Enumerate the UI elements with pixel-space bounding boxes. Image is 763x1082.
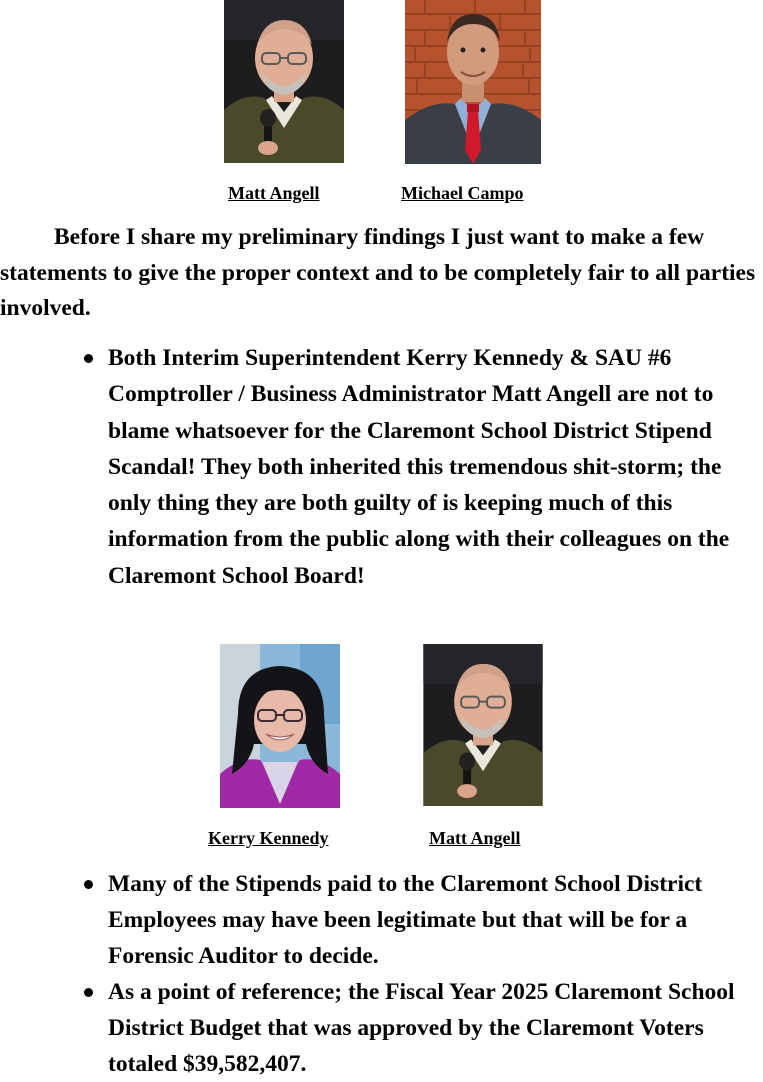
list-item-text: Many of the Stipends paid to the Claremont School District Employees may have been legitimate but that will be for a Forensic Auditor to decide. (108, 871, 703, 969)
list-item-text: As a point of reference; the Fiscal Year 2025 Claremont School District Budget that was approved by the Claremont Voters totaled $39,582,407. (108, 979, 735, 1077)
bullet-dot (84, 988, 93, 997)
bullet-list-b (0, 866, 763, 1082)
kerry-kennedy-portrait (220, 644, 340, 808)
photo-kerry-kennedy (220, 644, 340, 808)
bullet-dot (84, 354, 93, 363)
bullet-list-a (0, 340, 763, 594)
list-item (0, 340, 763, 594)
photo-matt-angell-mid (423, 644, 543, 806)
caption-matt-angell-mid: Matt Angell (429, 828, 521, 848)
matt-angell-portrait (423, 644, 543, 806)
caption-kerry-kennedy: Kerry Kennedy (208, 828, 329, 848)
list-item (0, 974, 763, 1082)
intro-paragraph: Before I share my preliminary findings I just want to make a few statements to give the proper context and to be completely fair to all parties involved. (0, 224, 756, 321)
list-item-text: Both Interim Superintendent Kerry Kennedy & SAU #6 Comptroller / Business Administrator Matt Angell are not to blame whatsoever for the Claremont School District Stipend Scandal! They both inherited this tremendous shit-storm; the only thing they are both guilty of is keeping much of this information from the public along with their colleagues on the Claremont School Board! (108, 345, 730, 589)
list-item (0, 866, 763, 974)
photo-matt-angell-top (224, 0, 344, 163)
photo-michael-campo (405, 0, 541, 164)
caption-michael-campo: Michael Campo (401, 183, 524, 203)
michael-campo-portrait (405, 0, 541, 164)
matt-angell-portrait (224, 0, 344, 163)
caption-matt-angell-top: Matt Angell (228, 183, 320, 203)
bullet-dot (84, 880, 93, 889)
